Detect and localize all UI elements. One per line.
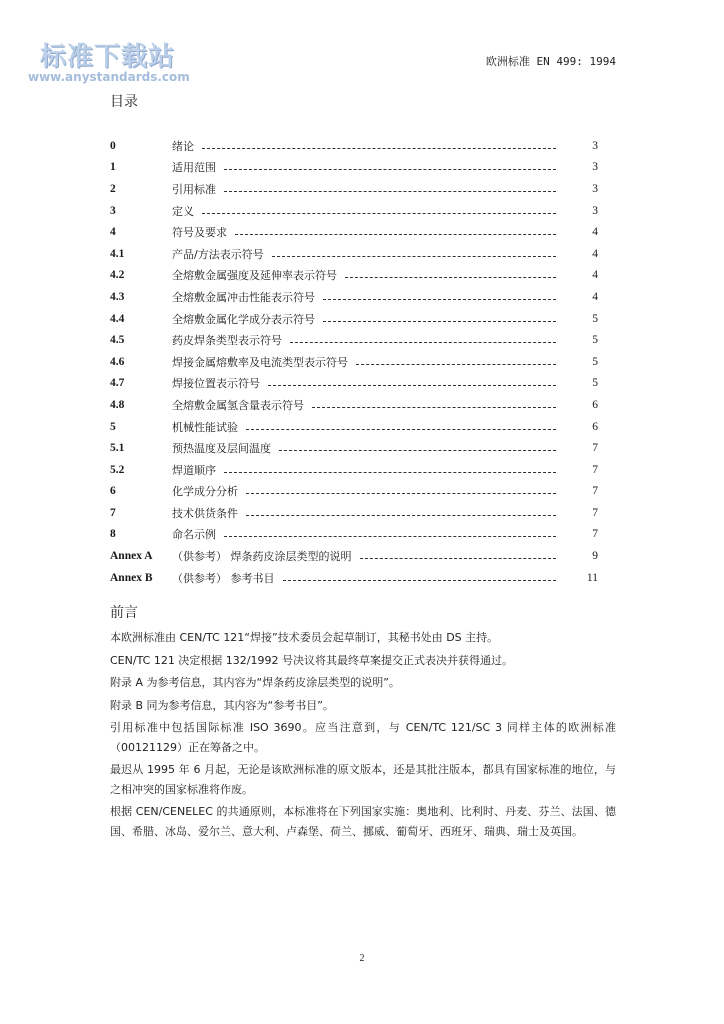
toc-leader-dots bbox=[345, 276, 556, 278]
toc-entry-number: 1 bbox=[110, 161, 116, 174]
toc-entry-title: 引用标准 bbox=[172, 182, 216, 196]
watermark-title: 标准下载站 bbox=[40, 42, 176, 72]
toc-entry-number: Annex A bbox=[110, 550, 153, 563]
toc-entry-page: 7 bbox=[592, 528, 598, 541]
toc-leader-dots bbox=[224, 190, 556, 192]
toc-entry[interactable] bbox=[110, 416, 598, 438]
toc-entry-number: 4.5 bbox=[110, 334, 125, 347]
toc-entry[interactable] bbox=[110, 200, 598, 222]
toc-entry[interactable] bbox=[110, 157, 598, 179]
toc-entry-number: 3 bbox=[110, 204, 116, 217]
toc-leader-dots bbox=[246, 428, 556, 430]
toc-entry-page: 11 bbox=[586, 571, 598, 584]
toc-entry-title: 适用范围 bbox=[172, 161, 216, 175]
toc-entry-page: 6 bbox=[592, 420, 598, 433]
toc-entry-page: 3 bbox=[592, 139, 598, 152]
toc-entry-page: 9 bbox=[592, 550, 598, 563]
toc-entry-page: 3 bbox=[592, 182, 598, 195]
toc-entry-number: 5.2 bbox=[110, 463, 125, 476]
preface-paragraph: 根据 CEN/CENELEC 的共通原则，本标准将在下列国家实施：奥地利、比利时、丹麦、芬兰、法国、德国、希腊、冰岛、爱尔兰、意大利、卢森堡、荷兰、挪威、葡萄牙、西班牙、瑞典、瑞士及英国。 bbox=[110, 805, 616, 838]
watermark-logo bbox=[28, 36, 190, 88]
toc-entry-number: 5.1 bbox=[110, 442, 125, 455]
toc-entry-title: 定义 bbox=[172, 204, 194, 218]
toc-entry-page: 7 bbox=[592, 485, 598, 498]
toc-entry-title: 技术供货条件 bbox=[172, 506, 238, 520]
toc-leader-dots bbox=[235, 233, 556, 235]
toc-entry-number: 4 bbox=[110, 226, 116, 239]
preface-body bbox=[110, 628, 616, 844]
toc-entry-page: 5 bbox=[592, 377, 598, 390]
toc-entry-page: 6 bbox=[592, 398, 598, 411]
toc-entry[interactable] bbox=[110, 351, 598, 373]
toc-entry[interactable] bbox=[110, 394, 598, 416]
toc-entry[interactable] bbox=[110, 178, 598, 200]
toc-entry-title: （供参考） 参考书目 bbox=[172, 571, 275, 585]
toc-entry-title: 全熔敷金属化学成分表示符号 bbox=[172, 312, 315, 326]
toc-entry-title: 全熔敷金属冲击性能表示符号 bbox=[172, 290, 315, 304]
toc-entry[interactable] bbox=[110, 308, 598, 330]
standard-header: 欧洲标准 EN 499: 1994 bbox=[485, 55, 616, 68]
toc-leader-dots bbox=[202, 147, 556, 149]
toc-entry-number: 0 bbox=[110, 139, 116, 152]
toc-entry[interactable] bbox=[110, 437, 598, 459]
toc-entry[interactable] bbox=[110, 221, 598, 243]
toc-entry-title: 机械性能试验 bbox=[172, 420, 238, 434]
toc-entry-title: 符号及要求 bbox=[172, 226, 227, 240]
toc-leader-dots bbox=[283, 579, 557, 581]
toc-entry-page: 4 bbox=[592, 269, 598, 282]
toc-leader-dots bbox=[272, 255, 556, 257]
toc-entry-number: 6 bbox=[110, 485, 116, 498]
toc-entry-page: 4 bbox=[592, 290, 598, 303]
toc-entry-page: 5 bbox=[592, 312, 598, 325]
toc-entry-title: 焊接金属熔敷率及电流类型表示符号 bbox=[172, 355, 348, 369]
toc-leader-dots bbox=[360, 557, 557, 559]
toc-leader-dots bbox=[224, 535, 556, 537]
toc-entry-title: 产品/方法表示符号 bbox=[172, 247, 264, 261]
toc-entry-page: 5 bbox=[592, 334, 598, 347]
toc-entry-page: 3 bbox=[592, 161, 598, 174]
toc-entry-number: 4.7 bbox=[110, 377, 125, 390]
toc-leader-dots bbox=[356, 363, 556, 365]
toc-entry-title: 化学成分分析 bbox=[172, 485, 238, 499]
toc-leader-dots bbox=[246, 514, 556, 516]
table-of-contents bbox=[110, 135, 598, 588]
preface-paragraph: 引用标准中包括国际标准 ISO 3690。应当注意到，与 CEN/TC 121/SC 3 同样主体的欧洲标准（00121129）正在筹备之中。 bbox=[110, 721, 616, 754]
toc-entry-title: 预热温度及层间温度 bbox=[172, 442, 271, 456]
preface-paragraph: 附录 B 同为参考信息，其内容为“参考书目”。 bbox=[110, 698, 334, 712]
toc-entry-number: 4.8 bbox=[110, 398, 125, 411]
toc-leader-dots bbox=[224, 471, 556, 473]
toc-leader-dots bbox=[246, 492, 556, 494]
toc-entry-page: 5 bbox=[592, 355, 598, 368]
toc-entry-title: 焊接位置表示符号 bbox=[172, 377, 260, 391]
toc-title: 目录 bbox=[110, 94, 138, 110]
page-number: 2 bbox=[359, 953, 365, 964]
toc-entry[interactable] bbox=[110, 524, 598, 546]
preface-paragraph: 附录 A 为参考信息，其内容为“焊条药皮涂层类型的说明”。 bbox=[110, 676, 400, 689]
toc-entry[interactable] bbox=[110, 502, 598, 524]
toc-entry[interactable] bbox=[110, 545, 598, 567]
toc-entry-title: （供参考） 焊条药皮涂层类型的说明 bbox=[172, 550, 352, 564]
toc-leader-dots bbox=[279, 449, 556, 451]
toc-entry-title: 绪论 bbox=[172, 139, 194, 153]
toc-entry-number: 4.3 bbox=[110, 290, 125, 303]
toc-entry[interactable] bbox=[110, 481, 598, 503]
toc-entry[interactable] bbox=[110, 567, 598, 589]
toc-entry-page: 4 bbox=[592, 247, 598, 260]
toc-entry-number: 4.4 bbox=[110, 312, 125, 325]
toc-leader-dots bbox=[224, 168, 556, 170]
toc-entry-page: 3 bbox=[592, 204, 598, 217]
toc-entry-number: 2 bbox=[110, 182, 116, 195]
toc-entry-number: 4.6 bbox=[110, 355, 125, 368]
preface-paragraph: 本欧洲标准由 CEN/TC 121“焊接”技术委员会起草制订，其秘书处由 DS 主持。 bbox=[110, 631, 499, 644]
toc-entry-page: 7 bbox=[592, 506, 598, 519]
toc-entry-title: 全熔敷金属强度及延伸率表示符号 bbox=[172, 269, 337, 283]
preface-title: 前言 bbox=[110, 605, 138, 621]
toc-entry-title: 命名示例 bbox=[172, 528, 216, 542]
toc-entry-number: 5 bbox=[110, 420, 116, 433]
toc-entry-page: 7 bbox=[592, 463, 598, 476]
toc-entry-title: 焊道顺序 bbox=[172, 463, 216, 477]
toc-leader-dots bbox=[323, 298, 556, 300]
toc-entry[interactable] bbox=[110, 286, 598, 308]
preface-paragraph: CEN/TC 121 决定根据 132/1992 号决议将其最终草案提交正式表决并获得通过。 bbox=[110, 653, 513, 667]
toc-leader-dots bbox=[312, 406, 556, 408]
watermark-url: www.anystandards.com bbox=[28, 70, 190, 84]
toc-entry[interactable] bbox=[110, 243, 598, 265]
toc-entry[interactable] bbox=[110, 329, 598, 351]
toc-entry-number: 7 bbox=[110, 506, 116, 519]
toc-leader-dots bbox=[323, 320, 556, 322]
toc-leader-dots bbox=[268, 384, 556, 386]
toc-leader-dots bbox=[202, 212, 556, 214]
toc-entry-title: 药皮焊条类型表示符号 bbox=[172, 334, 282, 348]
toc-entry-title: 全熔敷金属氢含量表示符号 bbox=[172, 398, 304, 412]
toc-entry[interactable] bbox=[110, 459, 598, 481]
toc-entry-page: 4 bbox=[592, 226, 598, 239]
toc-leader-dots bbox=[290, 341, 556, 343]
toc-entry-number: 4.2 bbox=[110, 269, 125, 282]
toc-entry[interactable] bbox=[110, 373, 598, 395]
toc-entry-page: 7 bbox=[592, 442, 598, 455]
preface-paragraph: 最迟从 1995 年 6 月起，无论是该欧洲标准的原文版本，还是其批注版本，都具有国家标准的地位，与之相冲突的国家标准将作废。 bbox=[110, 763, 616, 796]
toc-entry-number: Annex B bbox=[110, 571, 153, 584]
toc-entry-number: 4.1 bbox=[110, 247, 125, 260]
toc-entry[interactable] bbox=[110, 135, 598, 157]
toc-entry-number: 8 bbox=[110, 528, 116, 541]
toc-entry[interactable] bbox=[110, 265, 598, 287]
